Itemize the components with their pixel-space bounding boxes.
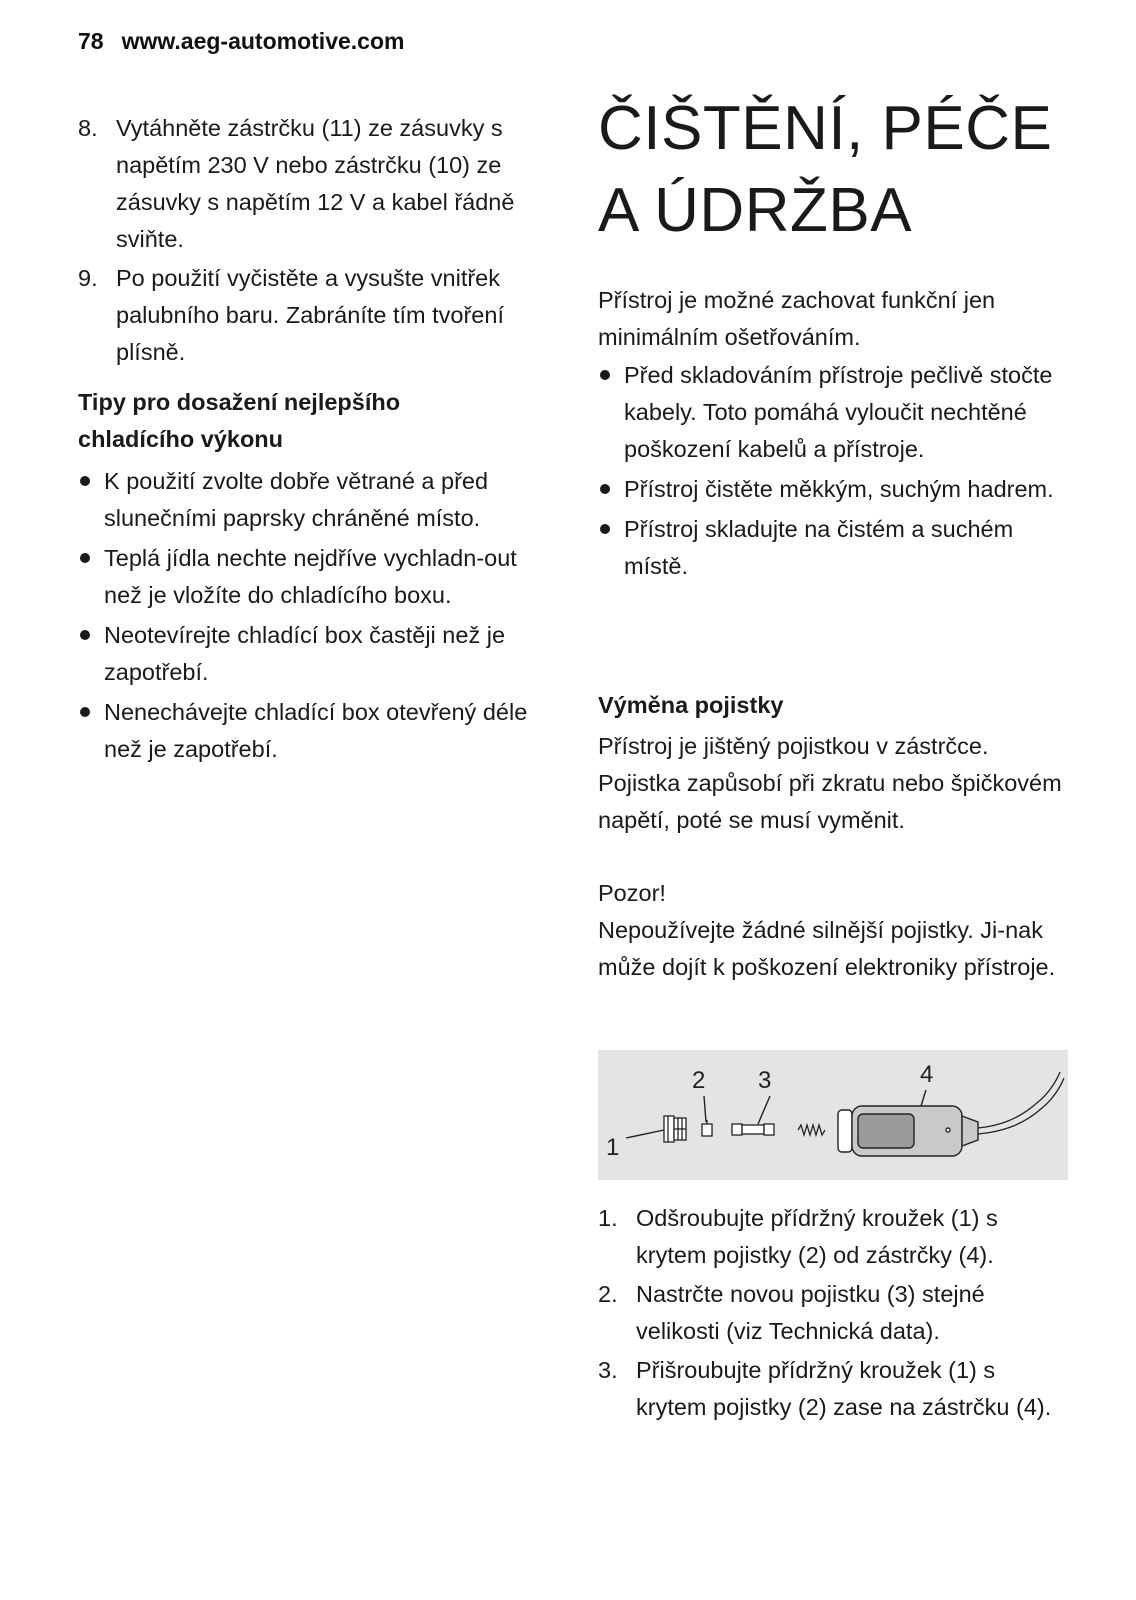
label-3: 3 xyxy=(758,1067,772,1094)
fuse-heading: Výměna pojistky xyxy=(598,692,784,718)
retaining-ring-part xyxy=(664,1116,686,1142)
header-url: www.aeg-automotive.com xyxy=(121,28,405,54)
list-item: 1. Odšroubujte přídržný kroužek (1) s krytem pojistky (2) od zástrčky (4). xyxy=(598,1205,998,1268)
list-item: Nenechávejte chladící box otevřený déle než je zapotřebí. xyxy=(78,694,548,768)
list-item: Přístroj skladujte na čistém a suchém místě. xyxy=(598,511,1068,585)
steps-continued-list xyxy=(78,110,548,373)
tips-heading: Tipy pro dosažení nejlepšího chladícího výkonu xyxy=(78,389,401,452)
fuse-part xyxy=(732,1124,774,1135)
fuse-diagram-svg xyxy=(598,1050,1068,1180)
warning-label: Pozor! xyxy=(598,880,666,906)
label-4: 4 xyxy=(920,1061,934,1088)
list-item: 8. Vytáhněte zástrčku (11) ze zásuvky s napětím 230 V nebo zástrčku (10) ze zásuvky s napětím 12 V a kabel řádně sviňte. xyxy=(78,115,515,252)
list-item: Neotevírejte chladící box častěji než je zapotřebí. xyxy=(78,617,548,691)
list-item: 3. Přišroubujte přídržný kroužek (1) s krytem pojistky (2) zase na zástrčku (4). xyxy=(598,1357,1052,1420)
label-1: 1 xyxy=(606,1134,620,1161)
plug-part xyxy=(838,1106,978,1156)
list-item: Přístroj čistěte měkkým, suchým hadrem. xyxy=(598,471,1068,508)
list-item: K použití zvolte dobře větrané a před slunečními paprsky chráněné místo. xyxy=(78,463,548,537)
page-number: 78 xyxy=(78,28,104,54)
list-item: 9. Po použití vyčistěte a vysušte vnitřek palubního baru. Zabráníte tím tvoření plísně. xyxy=(78,265,504,365)
care-list xyxy=(598,357,1068,588)
warning-paragraph: Nepoužívejte žádné silnější pojistky. Ji-nak může dojít k poškození elektroniky přístroje. xyxy=(598,917,1056,980)
fuse-paragraph: Přístroj je jištěný pojistkou v zástrčce. Pojistka zapůsobí při zkratu nebo špičkovém napětí, poté se musí vyměnit. xyxy=(598,733,1062,833)
page-title: ČIŠTĚNÍ, PÉČE A ÚDRŽBA xyxy=(598,94,1053,245)
fuse-diagram xyxy=(598,1050,1068,1180)
list-item: Před skladováním přístroje pečlivě stočte kabely. Toto pomáhá vyloučit nechtěné poškození kabelů a přístroje. xyxy=(598,357,1068,468)
fuse-steps-list xyxy=(598,1200,1068,1428)
label-2: 2 xyxy=(692,1067,706,1094)
tips-list xyxy=(78,463,548,771)
spring-part xyxy=(798,1125,825,1135)
plug-cable xyxy=(978,1072,1064,1134)
page-header xyxy=(78,28,404,55)
list-item: Teplá jídla nechte nejdříve vychladn-out než je vložíte do chladícího boxu. xyxy=(78,540,548,614)
fuse-cover-part xyxy=(702,1120,712,1136)
list-item: 2. Nastrčte novou pojistku (3) stejné velikosti (viz Technická data). xyxy=(598,1281,985,1344)
intro-paragraph: Přístroj je možné zachovat funkční jen minimálním ošetřováním. xyxy=(598,287,996,350)
